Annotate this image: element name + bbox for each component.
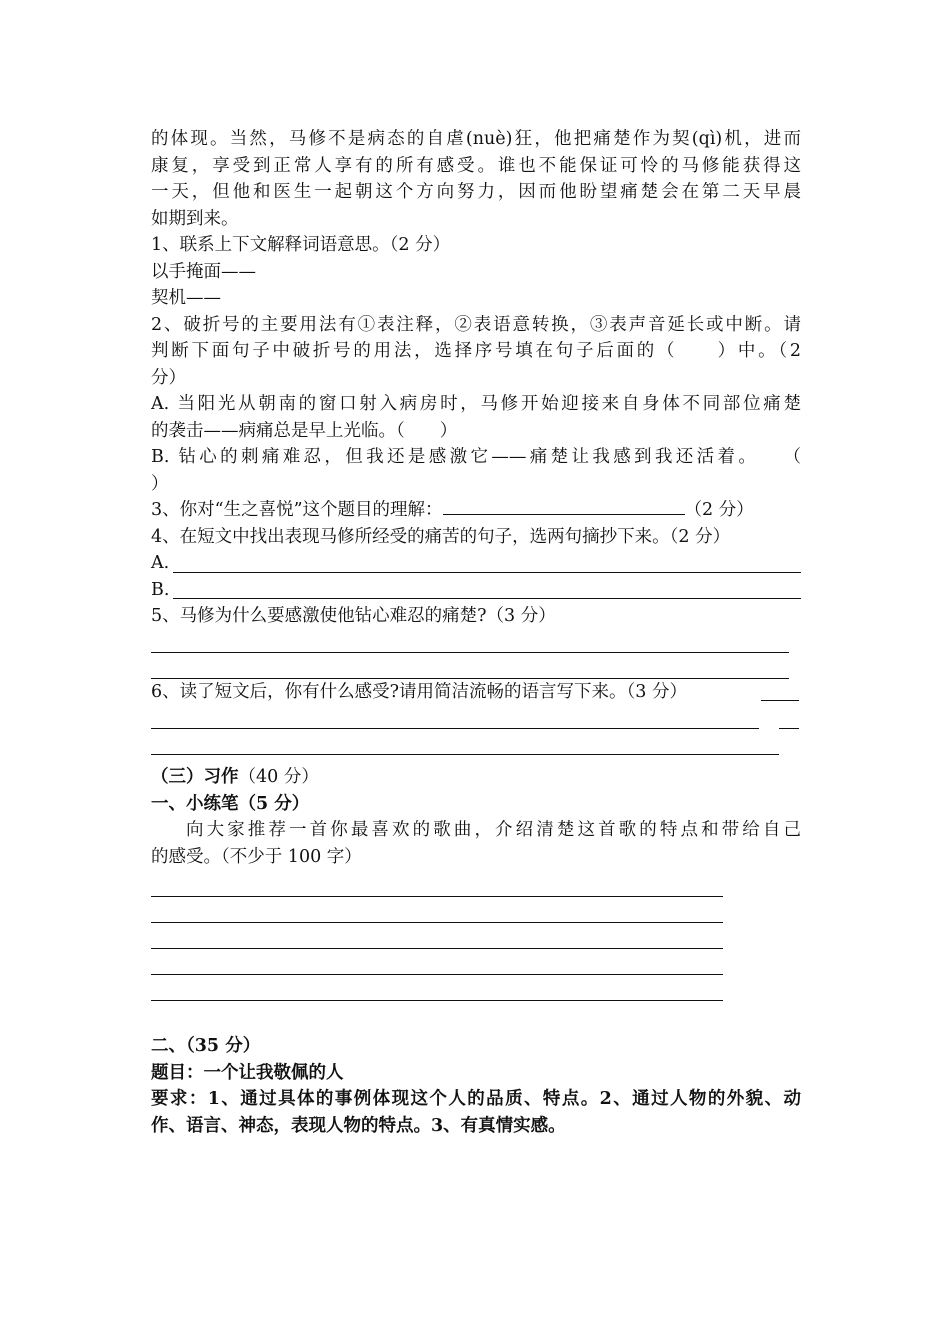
question-6 [151, 679, 801, 758]
passage-line: 康复，享受到正常人享有的所有感受。谁也不能保证可怜的马修能获得这 [151, 155, 801, 176]
question-1 [151, 232, 801, 312]
question-6-answer-line[interactable] [779, 728, 799, 729]
question-5-text: 5、马修为什么要感激使他钻心难忍的痛楚?（3 分） [151, 606, 556, 626]
essay-requirements: 作、语言、神态，表现人物的特点。3、有真情实感。 [151, 1115, 566, 1136]
question-2-option-a: A. 当阳光从朝南的窗口射入病房时，马修开始迎接来自身体不同部位痛楚 [151, 394, 801, 414]
passage-line: 一天，但他和医生一起朝这个方向努力，因而他盼望痛楚会在第二天早晨 [151, 182, 801, 202]
question-6-row [151, 706, 801, 732]
question-1-text: 1、联系上下文解释词语意思。（2 分） [151, 235, 451, 255]
question-6-row [151, 732, 801, 758]
practice-prompt: 的感受。（不少于 100 字） [151, 846, 362, 867]
passage-line: 的体现。当然，马修不是病态的自虐(nuè)狂，他把痛楚作为契(qì)机，进而 [151, 129, 801, 149]
question-4 [151, 524, 801, 604]
question-2-text: 2、破折号的主要用法有①表注释，②表语意转换，③表声音延长或中断。请 [151, 314, 801, 335]
question-4-text: 4、在短文中找出表现马修所经受的痛苦的句子，选两句摘抄下来。（2 分） [151, 526, 731, 547]
question-3-score: （2 分） [684, 500, 754, 520]
composition-title: （三）习作 [151, 767, 239, 787]
practice-title: 一、小练笔（5 分） [151, 793, 310, 814]
reading-passage [151, 126, 801, 232]
essay-requirements: 要求：1、通过具体的事例体现这个人的品质、特点。2、通过人物的外貌、动 [151, 1089, 801, 1109]
question-6-row [151, 679, 801, 706]
question-2-option-a: 的袭击——病痛总是早上光临。（ ） [151, 420, 458, 441]
composition-heading [151, 764, 801, 791]
composition-score: （40 分） [238, 767, 319, 787]
question-6-answer-line[interactable] [151, 754, 779, 755]
question-5 [151, 603, 801, 679]
question-6-text: 6、读了短文后，你有什么感受?请用简洁流畅的语言写下来。（3 分） [151, 682, 687, 702]
essay-title: 二、（35 分） [151, 1036, 261, 1056]
composition-section [151, 764, 801, 1139]
question-2-option-b: ） [151, 473, 169, 494]
question-3 [151, 497, 801, 524]
passage-line: 如期到来。 [151, 208, 239, 229]
question-4-label-b: B. [151, 579, 170, 600]
question-2-text: 判断下面句子中破折号的用法，选择序号填在句子后面的（ ）中。（2 [151, 341, 801, 361]
question-4-label-a: A. [151, 553, 170, 573]
exam-page [151, 126, 801, 1139]
essay-topic: 题目：一个让我敬佩的人 [151, 1062, 344, 1083]
practice-prompt: 向大家推荐一首你最喜欢的歌曲，介绍清楚这首歌的特点和带给自己 [186, 820, 801, 840]
question-1-term-a: 以手掩面—— [151, 261, 256, 282]
question-4-answer-a-line[interactable] [173, 572, 801, 573]
question-4-answer-b-line[interactable] [173, 598, 801, 599]
question-6-answer-line[interactable] [761, 700, 799, 701]
question-2-option-b: B. 钻心的刺痛难忍，但我还是感激它——痛楚让我感到我还活着。 （ [151, 447, 801, 467]
question-1-term-b: 契机—— [151, 288, 221, 308]
question-4-answer-b [151, 577, 801, 604]
question-2-text: 分） [151, 367, 186, 388]
question-4-answer-a [151, 550, 801, 577]
practice-writing-lines [151, 874, 801, 1001]
question-2 [151, 312, 801, 498]
question-3-text: 3、你对“生之喜悦”这个题目的理解： [151, 500, 443, 520]
question-6-answer-line[interactable] [151, 728, 759, 729]
question-3-answer-blank[interactable] [443, 498, 685, 515]
